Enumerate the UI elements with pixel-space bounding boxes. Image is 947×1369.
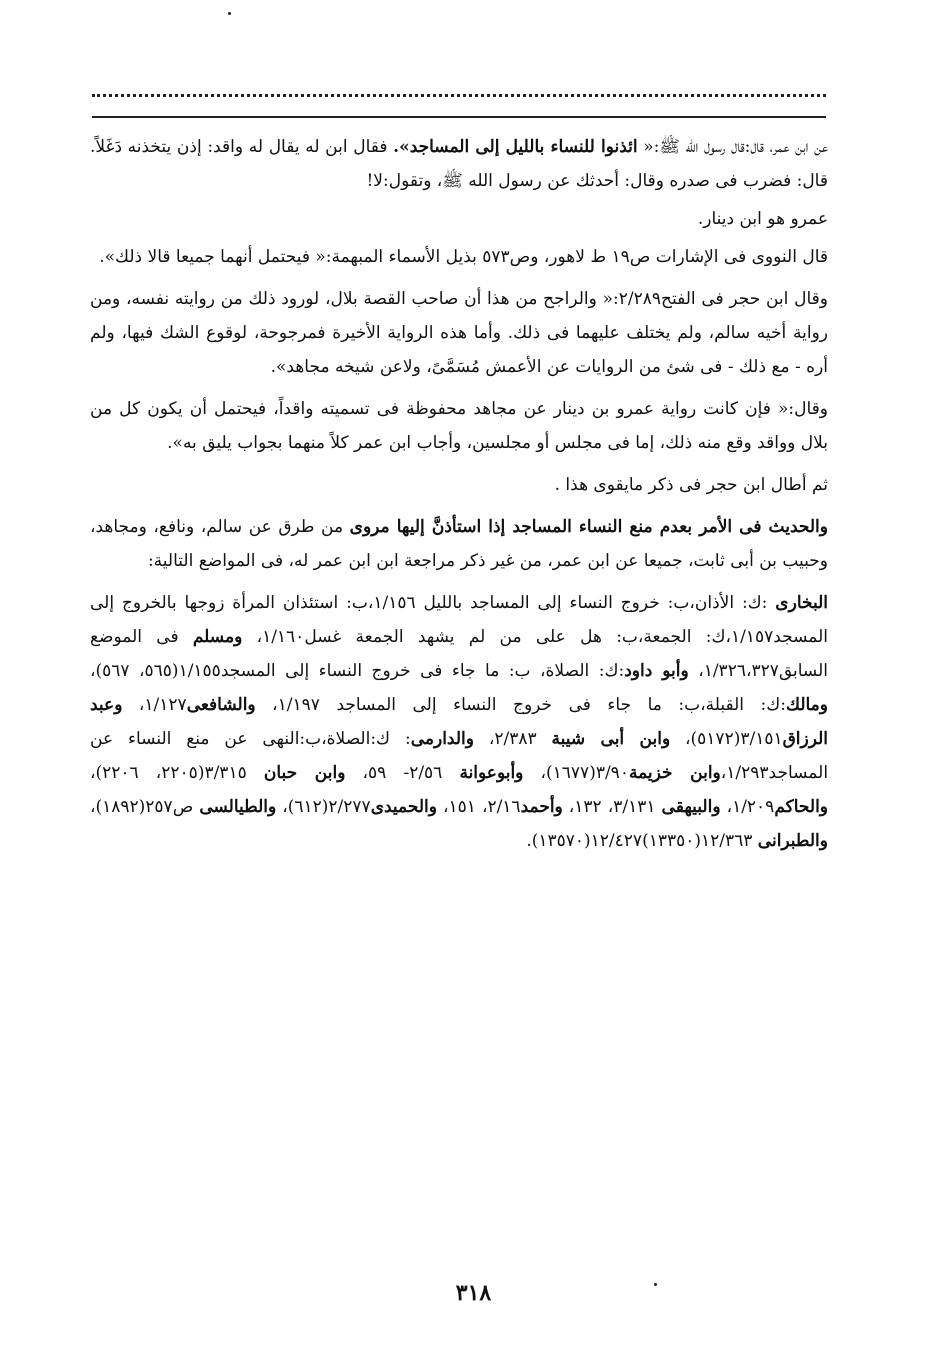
speck-mark: [228, 12, 231, 15]
text-segment: : ك:الصلاة،ب:النهى عن منع النساء عن المساجد١/٢٩٣،: [90, 729, 829, 783]
paragraph: [90, 202, 828, 236]
text-segment: وقال:« فإن كانت رواية عمرو بن دينار عن مجاهد محفوظة فى تسميته واقداً، فيحتمل أن يكون كل من بلال وواقد وقع منه ذلك، إما فى مجلس أو مجلسين، وأجاب ابن عمر كلاً منهما بجواب يليق به».: [90, 399, 828, 453]
bold-text-segment: ائذنوا للنساء بالليل إلى المساجد».: [393, 137, 638, 157]
bold-text-segment: والحاكم: [774, 797, 829, 817]
paragraph: [90, 282, 828, 384]
text-segment: ٢/١٦، ١٥١،: [436, 797, 521, 817]
page-body-text: [90, 130, 828, 866]
text-segment: وقال ابن حجر فى الفتح٢/٢٨٩:« والراجح من هذا أن صاحب القصة بلال، لورود ذلك من روايته نفسه، ومن رواية أخيه سالم، ولم يختلف عليهما فى ذلك. وأما هذه الرواية الأخيرة فمرجوحة، لوقوع الشك فيها، ولم أره - مع ذلك - فى شئ من الروايات عن الأعمش مُسَمَّىً، ولاعن شيخه مجاهد».: [90, 289, 828, 377]
paragraph: [90, 468, 828, 502]
solid-divider: [92, 116, 826, 118]
page-number: ٣١٨: [455, 1280, 492, 1306]
paragraph: [90, 586, 828, 858]
bold-text-segment: ومسلم: [192, 627, 243, 647]
paragraph: [90, 240, 828, 274]
text-segment: :ك: الصلاة، ب: ما جاء فى خروج النساء إلى المسجد١/١٥٥(٥٦٥، ٥٦٧)،: [90, 661, 625, 681]
text-segment: عن ابن عمر، قال:قال رسول الله ﷺ:«: [637, 137, 828, 157]
text-segment: فى الموضع السابق١/٣٢٦،٣٢٧،: [90, 627, 829, 681]
text-segment: :ك: القبلة،ب: ما جاء فى خروج النساء إلى المساجد ١/١٩٧،: [255, 695, 786, 715]
text-segment: ٢/٥٦- ٥٩،: [345, 763, 460, 783]
dotted-divider: [92, 94, 826, 97]
bold-text-segment: ومالك: [786, 695, 829, 715]
bold-text-segment: وأبوعوانة: [459, 763, 524, 783]
bold-text-segment: والدارمى: [410, 729, 474, 749]
paragraph: [90, 130, 828, 198]
bold-text-segment: وابن خزيمة: [628, 763, 721, 783]
bold-text-segment: وأحمد: [520, 797, 563, 817]
bold-text-segment: والشافعى: [186, 695, 256, 715]
bold-text-segment: والطبرانى: [757, 831, 828, 851]
bold-text-segment: والطيالسى: [199, 797, 277, 817]
text-segment: ١/٢٠٩،: [720, 797, 775, 817]
bold-text-segment: والحديث فى الأمر بعدم منع النساء المساجد إذا استأذنَّ إليها مروى: [349, 517, 828, 537]
text-segment: عمرو هو ابن دينار.: [697, 209, 828, 229]
text-segment: ٢/٢٧٧(٦١٢)،: [276, 797, 371, 817]
text-segment: ١/١٢٧،: [122, 695, 187, 715]
text-segment: من طرق عن سالم، ونافع، ومجاهد، وحبيب بن أبى ثابت، جميعا عن ابن عمر، من غير ذكر مراجعة ابن ابن عمر له، فى المواضع التالية:: [90, 517, 828, 571]
paragraph: [90, 392, 828, 460]
bold-text-segment: والحميدى: [370, 797, 437, 817]
paragraph: [90, 510, 828, 578]
text-segment: :ك: الأذان،ب: خروج النساء إلى المساجد بالليل ١/١٥٦،ب: استئذان المرأة زوجها بالخروج إلى المسجد١/١٥٧،ك: الجمعة،ب: هل على من لم يشهد الجمعة غسل١/١٦٠،: [90, 593, 829, 647]
speck-mark: [654, 1283, 657, 1286]
text-segment: ١٢/٣٦٣(١٣٣٥٠)١٢/٤٢٧(١٣٥٧٠).: [526, 831, 758, 851]
bold-text-segment: والبيهقى: [661, 797, 721, 817]
text-segment: ٣/٣١٥(٢٢٠٥، ٢٢٠٦)،: [90, 763, 264, 783]
bold-text-segment: وعبد الرزاق: [90, 695, 829, 749]
text-segment: ٢/٣٨٣،: [473, 729, 552, 749]
bold-text-segment: وابن أبى شيبة: [551, 729, 671, 749]
bold-text-segment: البخارى: [775, 593, 828, 613]
text-segment: ثم أطال ابن حجر فى ذكر مايقوى هذا .: [554, 475, 828, 495]
text-segment: ٣/١٣١، ١٣٢،: [562, 797, 662, 817]
text-segment: ٣/١٥١(٥١٧٢)،: [670, 729, 783, 749]
bold-text-segment: وأبو داود: [624, 661, 689, 681]
text-segment: ص٢٥٧(١٨٩٢)،: [90, 797, 200, 817]
bold-text-segment: وابن حبان: [263, 763, 346, 783]
text-segment: فقال ابن له يقال له واقد: إذن يتخذنه دَغَلاً. قال: فضرب فى صدره وقال: أحدثك عن رسول الله ﷺ، وتقول:لا!: [90, 137, 828, 191]
text-segment: قال النووى فى الإشارات ص١٩ ط لاهور، وص٥٧٣ بذيل الأسماء المبهمة:« فيحتمل أنهما جميعا قالا ذلك».: [99, 247, 828, 267]
text-segment: ٣/٩٠(١٦٧٧)،: [523, 763, 629, 783]
